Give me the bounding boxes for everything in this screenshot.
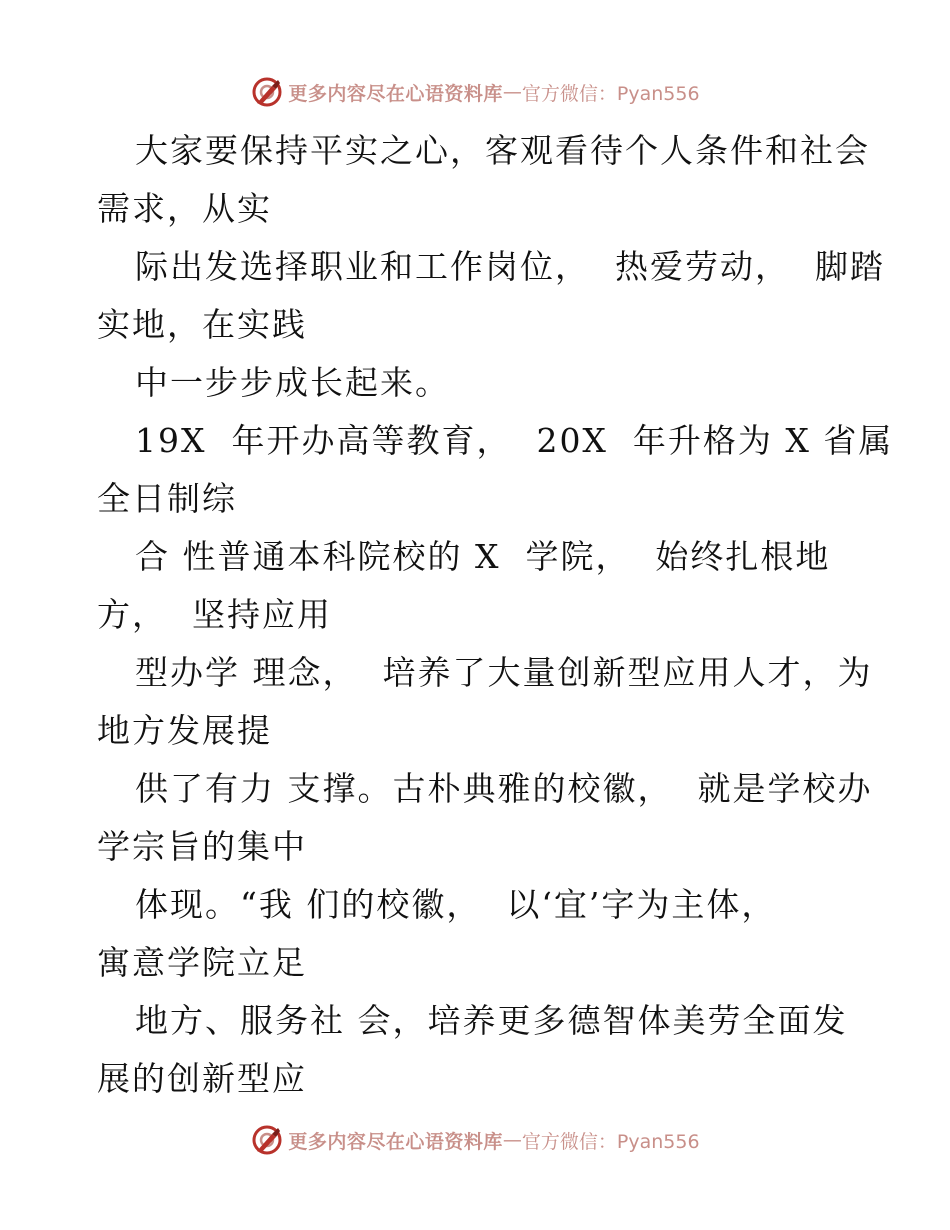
watermark-separator: — <box>502 1129 522 1151</box>
text-line: 供了有力 支撑。古朴典雅的校徽， 就是学校办 <box>135 769 873 808</box>
text-line: 学宗旨的集中 <box>97 827 307 866</box>
text-line: 中一步步成长起来。 <box>135 363 450 402</box>
document-body <box>97 122 894 1108</box>
text-line: 型办学 理念， 培养了大量创新型应用人才，为 <box>135 653 873 692</box>
text-line: 需求，从实 <box>97 189 272 228</box>
text-line: 合 性普通本科院校的 X 学院， 始终扎根地 <box>135 537 831 576</box>
brand-logo-icon <box>250 1123 284 1157</box>
text-line: 全日制综 <box>97 479 237 518</box>
watermark-separator: — <box>502 81 522 103</box>
text-line: 展的创新型应 <box>97 1059 307 1098</box>
text-line: 方， 坚持应用 <box>97 595 332 634</box>
header-watermark <box>0 72 950 112</box>
watermark-contact-text: 官方微信：Pyan556 <box>521 82 700 105</box>
text-line: 寓意学院立足 <box>97 943 307 982</box>
text-line: 19X 年开办高等教育， 20X 年升格为 X 省属 <box>135 421 894 460</box>
text-line: 际出发选择职业和工作岗位， 热爱劳动， 脚踏 <box>135 247 885 286</box>
watermark-brand-text: 更多内容尽在心语资料库 <box>288 82 503 105</box>
text-line: 地方、服务社 会，培养更多德智体美劳全面发 <box>135 1001 848 1040</box>
text-line: 实地，在实践 <box>97 305 307 344</box>
watermark-brand-text: 更多内容尽在心语资料库 <box>288 1130 503 1153</box>
text-line: 地方发展提 <box>97 711 272 750</box>
text-line: 大家要保持平实之心，客观看待个人条件和社会 <box>135 131 870 170</box>
text-line: 体现。“我 们的校徽， 以‘宜’字为主体， <box>135 885 777 924</box>
watermark-contact-text: 官方微信：Pyan556 <box>521 1130 700 1153</box>
brand-logo-icon <box>250 75 284 109</box>
footer-watermark <box>0 1120 950 1160</box>
